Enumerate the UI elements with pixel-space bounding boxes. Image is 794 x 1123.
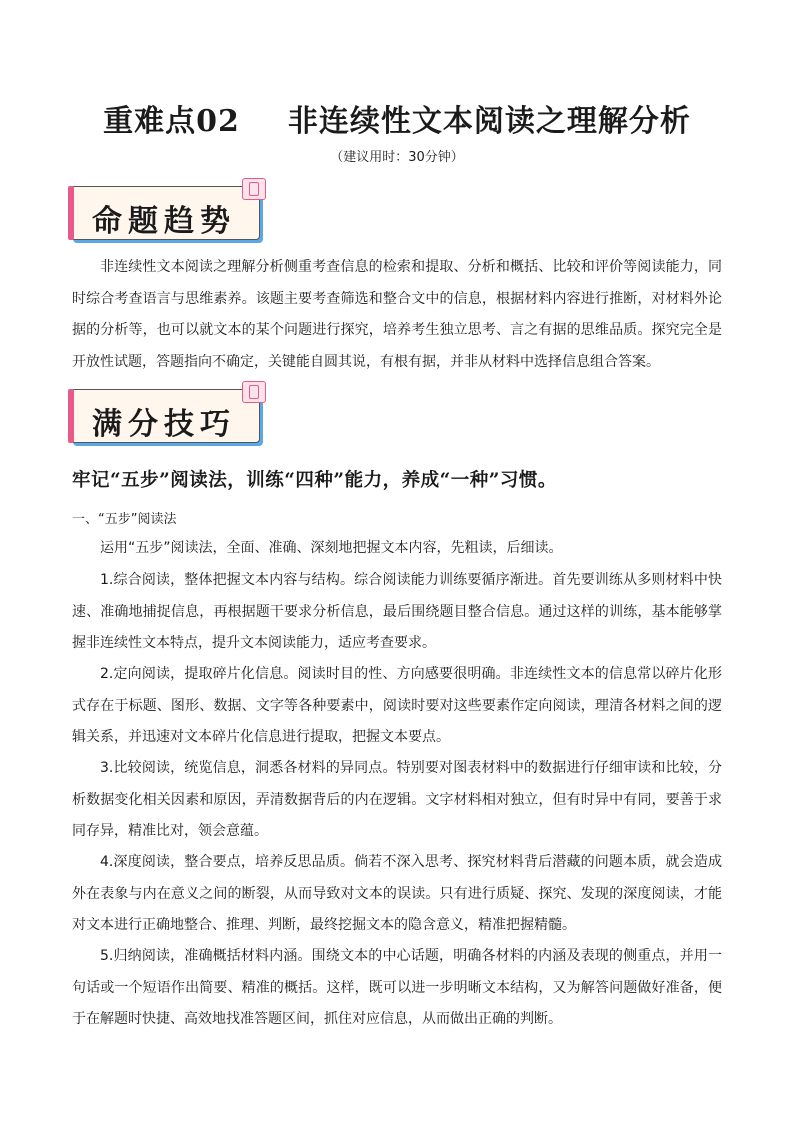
clip-icon bbox=[242, 178, 266, 200]
title-part-1: 重难点02 bbox=[103, 104, 240, 139]
skill-item: 2.定向阅读，提取碎片化信息。阅读时目的性、方向感要很明确。非连续性文本的信息常以碎片化形式存在于标题、图形、数据、文字等各种要素中，阅读时要对这些要素作定向阅读，理清各材料之间的逻辑关系，并迅速对文本碎片化信息进行提取，把握文本要点。 bbox=[72, 666, 722, 745]
skill-item: 4.深度阅读，整合要点，培养反思品质。倘若不深入思考、探究材料背后潜藏的问题本质，就会造成外在表象与内在意义之间的断裂，从而导致对文本的误读。只有进行质疑、探究、发现的深度阅读，才能对文本进行正确地整合、推理、判断，最终挖掘文本的隐含意义，精准把握精髓。 bbox=[72, 854, 722, 933]
title-part-2: 非连续性文本阅读之理解分析 bbox=[287, 104, 691, 139]
suggested-time: （建议用时：30分钟） bbox=[330, 150, 464, 165]
skills-banner-label: 满分技巧 bbox=[92, 407, 236, 442]
skills-subheading: 一、“五步”阅读法 bbox=[72, 512, 177, 527]
trend-banner-label: 命题趋势 bbox=[92, 204, 236, 239]
page-title bbox=[0, 96, 794, 140]
skills-banner bbox=[70, 381, 270, 443]
skill-item: 3.比较阅读，统览信息，洞悉各材料的异同点。特别要对图表材料中的数据进行仔细审读和比较，分析数据变化相关因素和原因，弄清数据背后的内在逻辑。文字材料相对独立，但有时异中有同，要善于求同存异，精准比对，领会意蕴。 bbox=[72, 760, 722, 839]
trend-paragraph: 非连续性文本阅读之理解分析侧重考查信息的检索和提取、分析和概括、比较和评价等阅读能力，同时综合考查语言与思维素养。该题主要考查筛选和整合文中的信息，根据材料内容进行推断，对材料外论据的分析等，也可以就文本的某个问题进行探究，培养考生独立思考、言之有据的思维品质。探究完全是开放性试题，答题指向不确定，关键能自圆其说，有根有据，并非从材料中选择信息组合答案。 bbox=[72, 259, 722, 370]
trend-banner bbox=[70, 178, 270, 240]
skill-item: 1.综合阅读，整体把握文本内容与结构。综合阅读能力训练要循序渐进。首先要训练从多则材料中快速、准确地捕捉信息，再根据题干要求分析信息，最后围绕题目整合信息。通过这样的训练，基本能够掌握非连续性文本特点，提升文本阅读能力，适应考查要求。 bbox=[72, 572, 722, 651]
skills-heading: 牢记“五步”阅读法，训练“四种”能力，养成“一种”习惯。 bbox=[72, 470, 557, 491]
clip-icon bbox=[242, 381, 266, 403]
skill-item: 5.归纳阅读，准确概括材料内涵。围绕文本的中心话题，明确各材料的内涵及表现的侧重点，并用一句话或一个短语作出简要、精准的概括。这样，既可以进一步明晰文本结构，又为解答问题做好准备，便于在解题时快捷、高效地找准答题区间，抓住对应信息，从而做出正确的判断。 bbox=[72, 948, 722, 1027]
skills-intro: 运用“五步”阅读法，全面、准确、深刻地把握文本内容，先粗读，后细读。 bbox=[100, 540, 563, 556]
